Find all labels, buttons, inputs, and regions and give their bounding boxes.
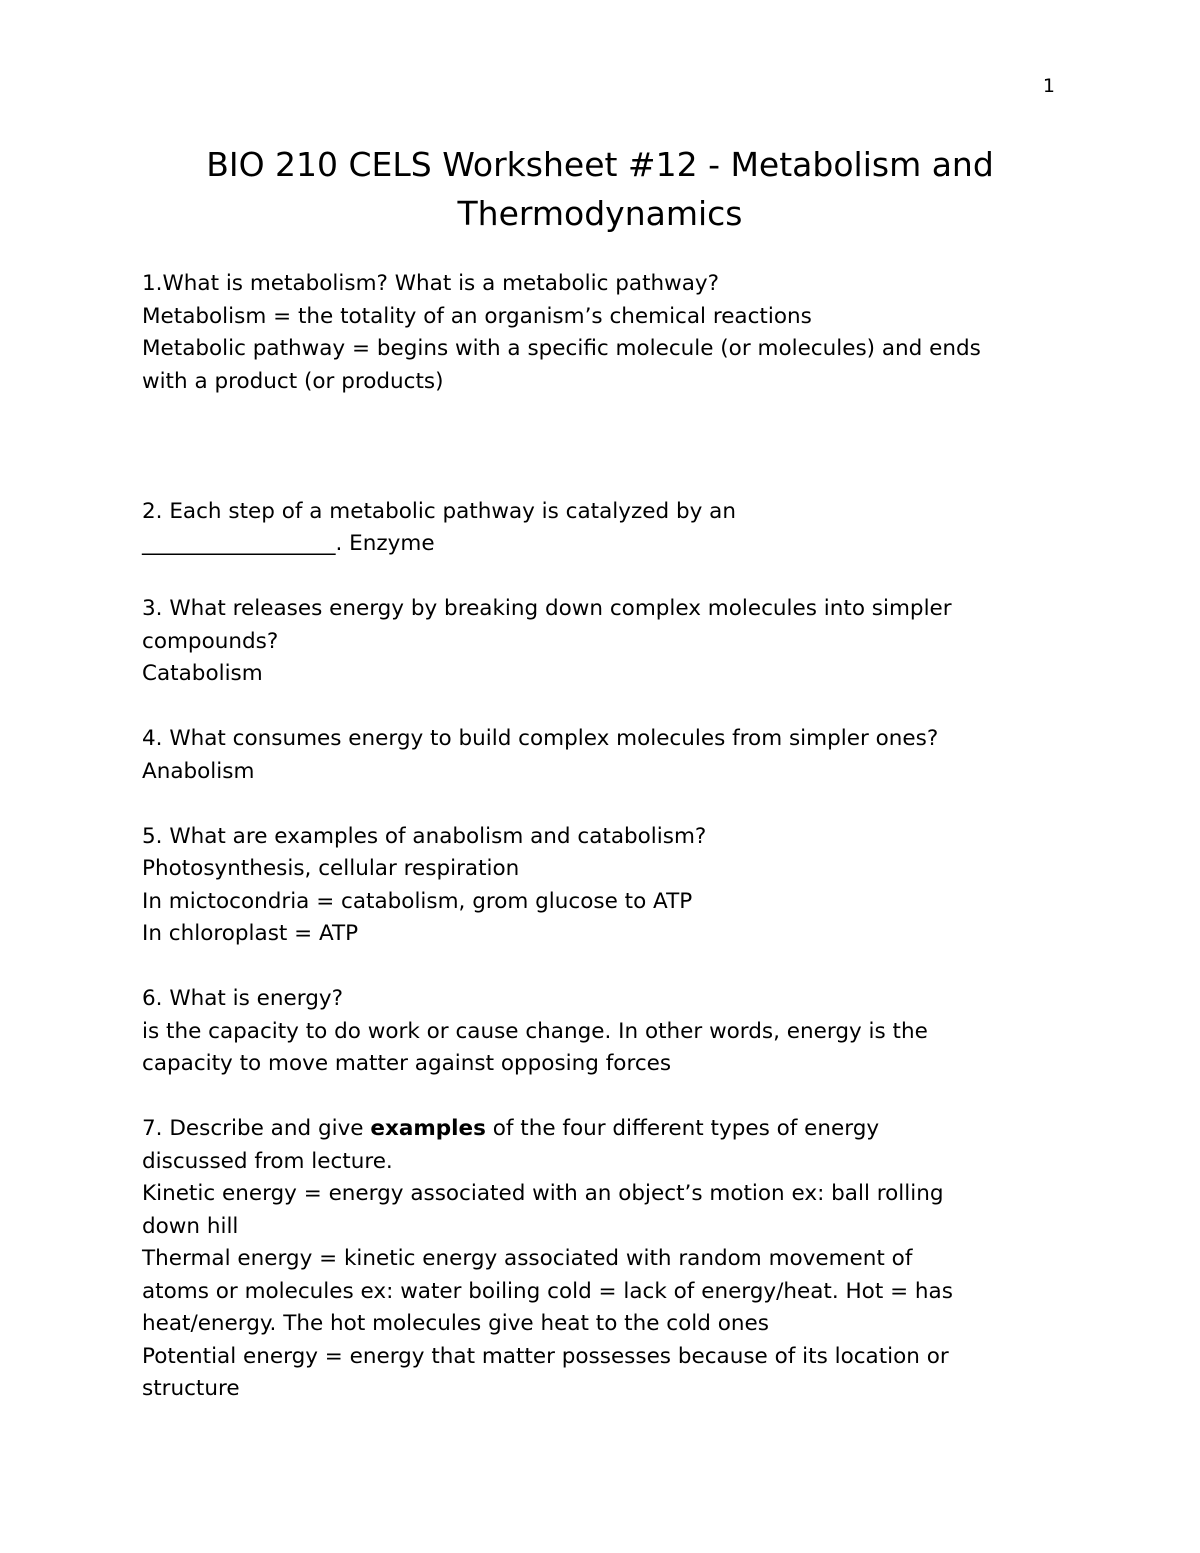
answer-5-line-3: In chloroplast = ATP <box>142 921 359 946</box>
answer-3-text: Catabolism <box>142 661 263 686</box>
answer-2-line: __________________. Enzyme <box>142 531 435 556</box>
answer-7-line-3: Thermal energy = kinetic energy associated with random movement of <box>142 1246 913 1271</box>
spacer <box>142 691 1072 724</box>
spacer <box>142 951 1072 984</box>
answer-7-line-5: heat/energy. The hot molecules give heat to the cold ones <box>142 1311 769 1336</box>
answer-1-line-1: Metabolism = the totality of an organism’s chemical reactions <box>142 303 812 329</box>
question-1-block <box>142 268 1072 398</box>
answer-6-line-1: is the capacity to do work or cause change. In other words, energy is the <box>142 1018 928 1044</box>
answer-5-line-1: Photosynthesis, cellular respiration <box>142 856 520 881</box>
question-2-block <box>142 496 1072 561</box>
title-line-1: BIO 210 CELS Worksheet #12 - Metabolism and <box>206 145 994 184</box>
question-7-block <box>142 1113 1072 1406</box>
question-7-line-1 <box>142 1113 1072 1146</box>
question-6-block <box>142 983 1072 1081</box>
document-title <box>100 140 1100 238</box>
question-4-text: 4. What consumes energy to build complex molecules from simpler ones? <box>142 726 939 751</box>
spacer <box>142 561 1072 594</box>
question-6-text: 6. What is energy? <box>142 986 344 1011</box>
spacer <box>142 398 1072 463</box>
question-2-text: 2. Each step of a metabolic pathway is catalyzed by an <box>142 498 736 524</box>
answer-1-line-3: with a product (or products) <box>142 368 444 394</box>
question-1-text: 1.What is metabolism? What is a metabolic pathway? <box>142 271 720 296</box>
question-3-line-2: compounds? <box>142 628 279 654</box>
answer-1-line-2: Metabolic pathway = begins with a specific molecule (or molecules) and ends <box>142 336 981 361</box>
question-5-block <box>142 821 1072 951</box>
spacer <box>142 463 1072 496</box>
spacer <box>142 788 1072 821</box>
question-7-line-2: discussed from lecture. <box>142 1148 393 1174</box>
question-7-pre: 7. Describe and give <box>142 1116 371 1141</box>
question-7-bold-term: examples <box>370 1116 486 1141</box>
answer-4-text: Anabolism <box>142 758 255 784</box>
answer-7-line-2: down hill <box>142 1213 239 1239</box>
title-line-2: Thermodynamics <box>457 194 743 233</box>
worksheet-content <box>142 268 1072 1406</box>
answer-7-line-4: atoms or molecules ex: water boiling cold = lack of energy/heat. Hot = has <box>142 1278 953 1304</box>
answer-7-line-6: Potential energy = energy that matter possesses because of its location or <box>142 1343 949 1369</box>
question-7-post: of the four different types of energy <box>485 1116 880 1141</box>
answer-7-line-1: Kinetic energy = energy associated with an object’s motion ex: ball rolling <box>142 1181 944 1206</box>
question-3-line-1: 3. What releases energy by breaking down complex molecules into simpler <box>142 596 952 621</box>
answer-5-line-2: In mictocondria = catabolism, grom glucose to ATP <box>142 888 693 914</box>
question-4-block <box>142 723 1072 788</box>
question-5-text: 5. What are examples of anabolism and catabolism? <box>142 823 707 849</box>
question-3-block <box>142 593 1072 691</box>
page-number: 1 <box>1042 75 1055 97</box>
spacer <box>142 1081 1072 1114</box>
answer-7-line-7: structure <box>142 1376 240 1401</box>
answer-6-line-2: capacity to move matter against opposing forces <box>142 1051 672 1076</box>
